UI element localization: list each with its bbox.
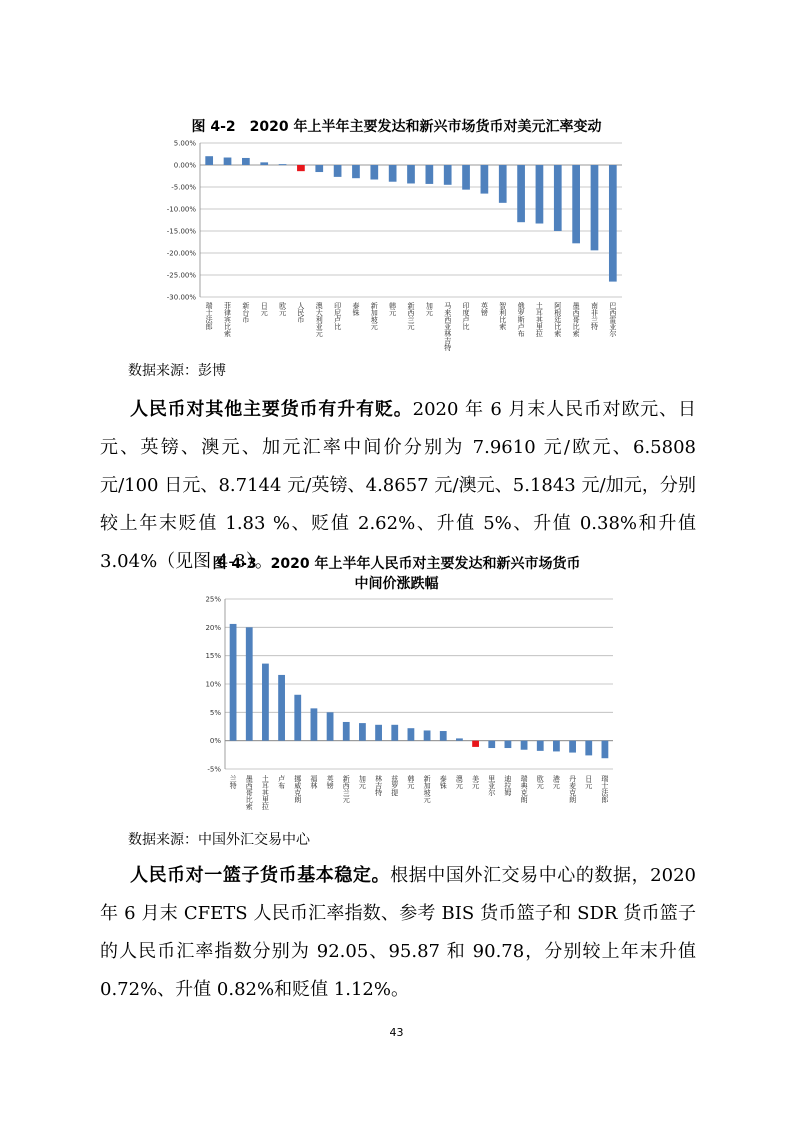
x-tick-label: 新西兰元 xyxy=(342,775,351,803)
bar xyxy=(481,165,489,194)
x-tick-label: 马来西亚林吉特 xyxy=(443,302,452,351)
bar xyxy=(260,162,268,165)
y-tick-label: 5.00% xyxy=(173,139,196,148)
x-tick-label: 欧元 xyxy=(278,302,287,316)
x-tick-label: 兹罗提 xyxy=(390,775,399,796)
chart1-title: 图 4-2 2020 年上半年主要发达和新兴市场货币对美元汇率变动 xyxy=(191,119,602,135)
x-tick-label: 瑞典克朗 xyxy=(520,775,529,803)
bar xyxy=(499,165,507,203)
x-tick-label: 韩元 xyxy=(388,302,397,316)
x-tick-label: 人民币 xyxy=(296,302,305,323)
bar xyxy=(488,741,495,748)
paragraph-1-body: 2020 年 6 月末人民币对欧元、日元、英镑、澳元、加元汇率中间价分别为 7.9610 元/欧元、6.5808 元/100 日元、8.7144 元/英镑、4.8657 元/澳元、5.1843 元/加元，分别较上年末贬值 1.83 %、贬值 2.62%、升值 5%、升值 0.38%和升值 3.04%（见图 4-3）。 xyxy=(100,399,696,572)
bar xyxy=(425,165,433,184)
x-tick-label: 里亚尔 xyxy=(487,775,496,796)
bar xyxy=(389,165,397,182)
x-tick-label: 美元 xyxy=(471,775,480,789)
paragraph-2-body: 根据中国外汇交易中心的数据，2020 年 6 月末 CFETS 人民币汇率指数、参考 BIS 货币篮子和 SDR 货币篮子的人民币汇率指数分别为 92.05、95.87 和 90.78，分别较上年末升值 0.72%、升值 0.82%和贬值 1.12%。 xyxy=(100,865,696,1000)
bar xyxy=(517,165,525,222)
bar xyxy=(375,725,382,741)
bar xyxy=(334,165,342,177)
bar xyxy=(521,741,528,750)
y-tick-label: 15% xyxy=(205,652,221,661)
y-tick-label: -25.00% xyxy=(166,271,196,280)
x-tick-label: 南非兰特 xyxy=(590,302,599,330)
bar xyxy=(424,730,431,740)
x-tick-label: 港元 xyxy=(552,775,561,789)
bar xyxy=(602,741,609,759)
x-tick-label: 泰铢 xyxy=(439,775,448,789)
paragraph-1-lead: 人民币对其他主要货币有升有贬。 xyxy=(130,399,413,420)
bar xyxy=(262,664,269,741)
bar xyxy=(553,741,560,752)
bar xyxy=(278,675,285,741)
x-tick-label: 瑞士法郎 xyxy=(600,775,609,803)
bar xyxy=(440,731,447,741)
bar xyxy=(279,164,287,165)
bar xyxy=(609,165,617,282)
x-tick-label: 新加坡元 xyxy=(423,775,432,803)
bar xyxy=(572,165,580,243)
bar xyxy=(224,158,232,165)
y-tick-label: 10% xyxy=(205,680,221,689)
y-tick-label: 5% xyxy=(209,708,221,717)
bar xyxy=(242,158,250,165)
x-tick-label: 印度卢比 xyxy=(462,302,471,330)
y-tick-label: -5% xyxy=(207,765,221,774)
x-tick-label: 瑞士法郎 xyxy=(205,302,214,330)
paragraph-2-lead: 人民币对一篮子货币基本稳定。 xyxy=(130,865,391,886)
y-tick-label: 20% xyxy=(205,623,221,632)
bar xyxy=(456,738,463,740)
x-tick-label: 新加坡元 xyxy=(370,302,379,330)
bar xyxy=(537,741,544,751)
x-tick-label: 俄罗斯卢布 xyxy=(517,302,526,337)
x-tick-label: 丹麦克朗 xyxy=(568,775,577,803)
x-tick-label: 泰铢 xyxy=(351,302,360,316)
bar xyxy=(536,165,544,224)
y-tick-label: -20.00% xyxy=(166,249,196,258)
bar xyxy=(554,165,562,231)
x-tick-label: 兰特 xyxy=(229,775,238,789)
y-tick-label: 0.00% xyxy=(173,161,196,170)
x-tick-label: 日元 xyxy=(260,302,269,316)
x-tick-label: 阿根廷比索 xyxy=(553,302,562,337)
paragraph-2 xyxy=(100,857,696,1009)
x-tick-label: 英镑 xyxy=(480,302,489,316)
x-tick-label: 欧元 xyxy=(536,775,545,789)
bar xyxy=(391,725,398,741)
bar xyxy=(315,165,323,172)
bar xyxy=(230,624,237,741)
y-tick-label: 0% xyxy=(209,737,221,746)
bar xyxy=(591,165,599,250)
x-tick-label: 韩元 xyxy=(406,775,415,789)
bar xyxy=(569,741,576,753)
x-tick-label: 卢布 xyxy=(277,775,286,789)
bar xyxy=(311,708,318,740)
x-tick-label: 澳元 xyxy=(455,775,464,789)
bar xyxy=(462,165,470,190)
x-tick-label: 巴西雷亚尔 xyxy=(608,302,617,337)
x-tick-label: 日元 xyxy=(584,775,593,789)
bar xyxy=(370,165,378,180)
bar xyxy=(297,165,305,171)
bar xyxy=(205,156,213,165)
bar xyxy=(585,741,592,756)
source-note-1: 数据来源：彭博 xyxy=(128,363,226,379)
bar xyxy=(407,165,415,183)
y-tick-label: 25% xyxy=(205,595,221,604)
x-tick-label: 土耳其里拉 xyxy=(535,302,544,337)
x-tick-label: 新西兰元 xyxy=(407,302,415,330)
chart2 xyxy=(195,594,615,829)
x-tick-label: 新台币 xyxy=(241,302,250,323)
x-tick-label: 智利比索 xyxy=(498,302,507,330)
bar xyxy=(294,695,301,741)
x-tick-label: 英镑 xyxy=(326,775,335,789)
x-tick-label: 印尼卢比 xyxy=(333,302,342,330)
x-tick-label: 菲律宾比索 xyxy=(223,302,232,337)
chart-plot xyxy=(195,594,615,774)
bar xyxy=(352,165,360,178)
x-tick-label: 福林 xyxy=(309,775,318,789)
x-tick-label: 加元 xyxy=(358,775,367,789)
x-tick-label: 墨西哥比索 xyxy=(245,775,254,810)
x-tick-label: 迪拉姆 xyxy=(503,775,512,796)
x-tick-label: 澳大利亚元 xyxy=(315,302,324,337)
x-tick-label: 林吉特 xyxy=(374,775,383,796)
chart-plot xyxy=(160,138,630,302)
y-tick-label: -10.00% xyxy=(166,205,196,214)
bar xyxy=(505,741,512,748)
x-tick-label: 加元 xyxy=(425,302,434,316)
chart2-subtitle: 中间价涨跌幅 xyxy=(354,576,439,592)
bar xyxy=(327,712,334,740)
bar xyxy=(359,723,366,741)
bar xyxy=(246,627,253,740)
source-note-2: 数据来源：中国外汇交易中心 xyxy=(128,832,310,848)
bar xyxy=(472,741,479,747)
chart2-title: 图 4-3 2020 年上半年人民币对主要发达和新兴市场货币 xyxy=(212,556,581,572)
y-tick-label: -15.00% xyxy=(166,227,196,236)
x-tick-label: 墨西哥比索 xyxy=(572,302,581,337)
bar xyxy=(343,722,350,741)
x-tick-label: 挪威克朗 xyxy=(293,775,302,803)
bar xyxy=(408,728,415,740)
y-tick-label: -5.00% xyxy=(171,183,196,192)
page-number: 43 xyxy=(389,1026,404,1039)
y-tick-label: -30.00% xyxy=(166,293,196,302)
x-tick-label: 土耳其里拉 xyxy=(261,775,270,810)
bar xyxy=(444,165,452,185)
chart1 xyxy=(160,138,630,353)
